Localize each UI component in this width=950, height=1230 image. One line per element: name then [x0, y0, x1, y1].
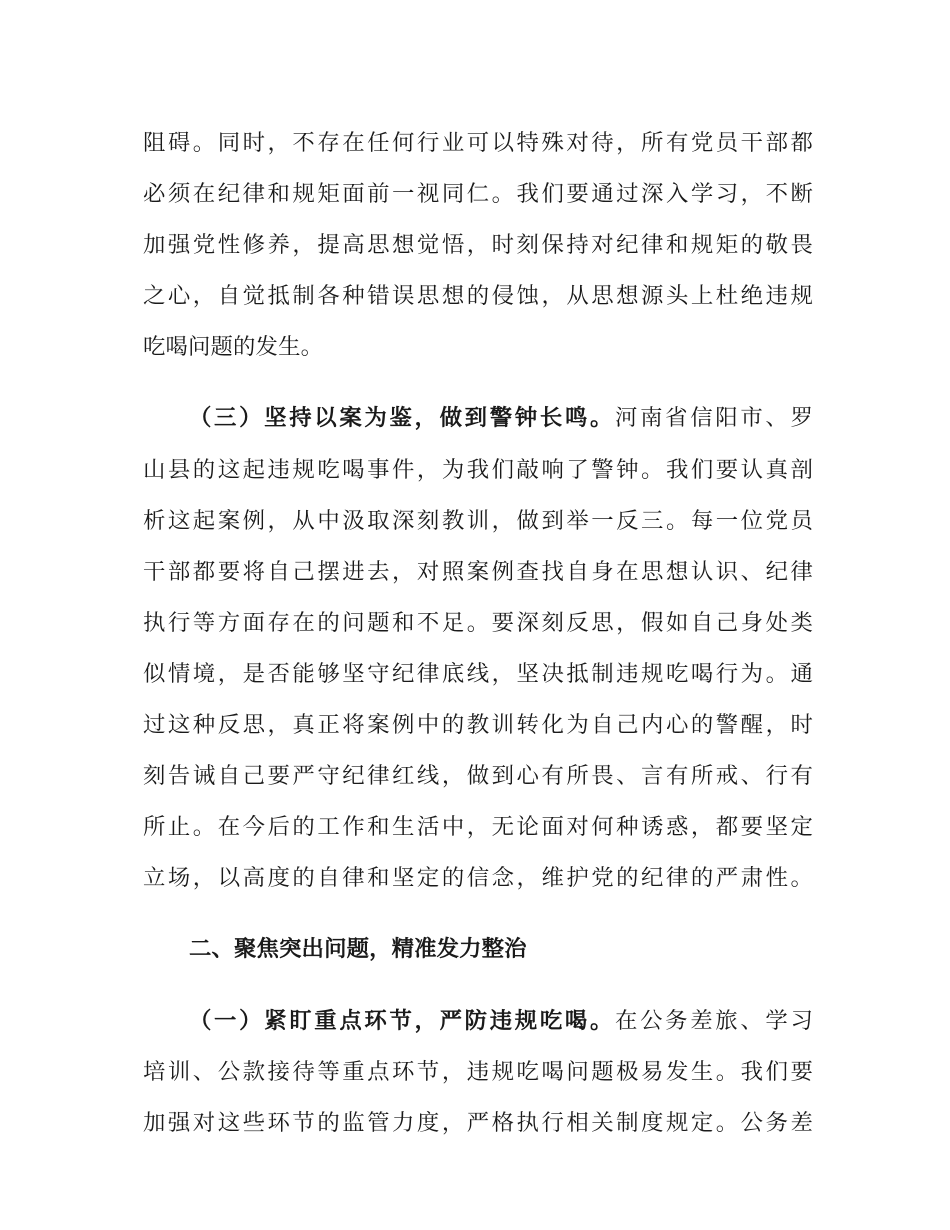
paragraph-line: 所止。在今后的工作和生活中，无论面对何种诱惑，都要坚定	[143, 814, 813, 841]
section-heading: 二、聚焦突出问题，精准发力整治	[189, 936, 527, 963]
paragraph-line: 似情境，是否能够坚守纪律底线，坚决抵制违规吃喝行为。通	[143, 660, 813, 687]
paragraph-line: 加强对这些环节的监管力度，严格执行相关制度规定。公务差	[143, 1109, 813, 1136]
paragraph-line: 阻碍。同时，不存在任何行业可以特殊对待，所有党员干部都	[143, 130, 813, 156]
paragraph-line: 执行等方面存在的问题和不足。要深刻反思，假如自己身处类	[143, 609, 813, 636]
paragraph-line: 析这起案例，从中汲取深刻教训，做到举一反三。每一位党员	[143, 507, 813, 534]
paragraph-line: 培训、公款接待等重点环节，违规吃喝问题极易发生。我们要	[143, 1058, 813, 1085]
document-body	[143, 118, 813, 1149]
paragraph-heading: （三）坚持以案为鉴，做到警钟长鸣。	[189, 405, 616, 432]
paragraph-line: 之心，自觉抵制各种错误思想的侵蚀，从思想源头上杜绝违规	[143, 283, 813, 310]
paragraph-line: 刻告诫自己要严守纪律红线，做到心有所畏、言有所戒、行有	[143, 763, 813, 790]
paragraph-line: 加强党性修养，提高思想觉悟，时刻保持对纪律和规矩的敬畏	[143, 232, 813, 259]
paragraph-first-line	[143, 393, 813, 444]
paragraph-line: 过这种反思，真正将案例中的教训转化为自己内心的警醒，时	[143, 712, 813, 739]
paragraph-first-line	[143, 996, 813, 1047]
paragraph-heading: （一）紧盯重点环节，严防违规吃喝。	[189, 1007, 616, 1034]
paragraph-line: 吃喝问题的发生。	[143, 334, 324, 361]
paragraph-line: 立场，以高度的自律和坚定的信念，维护党的纪律的严肃性。	[143, 865, 813, 892]
paragraph-line: 山县的这起违规吃喝事件，为我们敲响了警钟。我们要认真剖	[143, 456, 813, 483]
paragraph-2	[143, 393, 813, 904]
paragraph-line: 必须在纪律和规矩面前一视同仁。我们要通过深入学习，不断	[143, 181, 813, 208]
paragraph-3	[143, 996, 813, 1149]
paragraph-text: 在公务差旅、学习	[615, 1007, 813, 1034]
paragraph-1	[143, 118, 813, 373]
paragraph-line: 干部都要将自己摆进去，对照案例查找自身在思想认识、纪律	[143, 558, 813, 585]
paragraph-text: 河南省信阳市、罗	[615, 405, 813, 432]
